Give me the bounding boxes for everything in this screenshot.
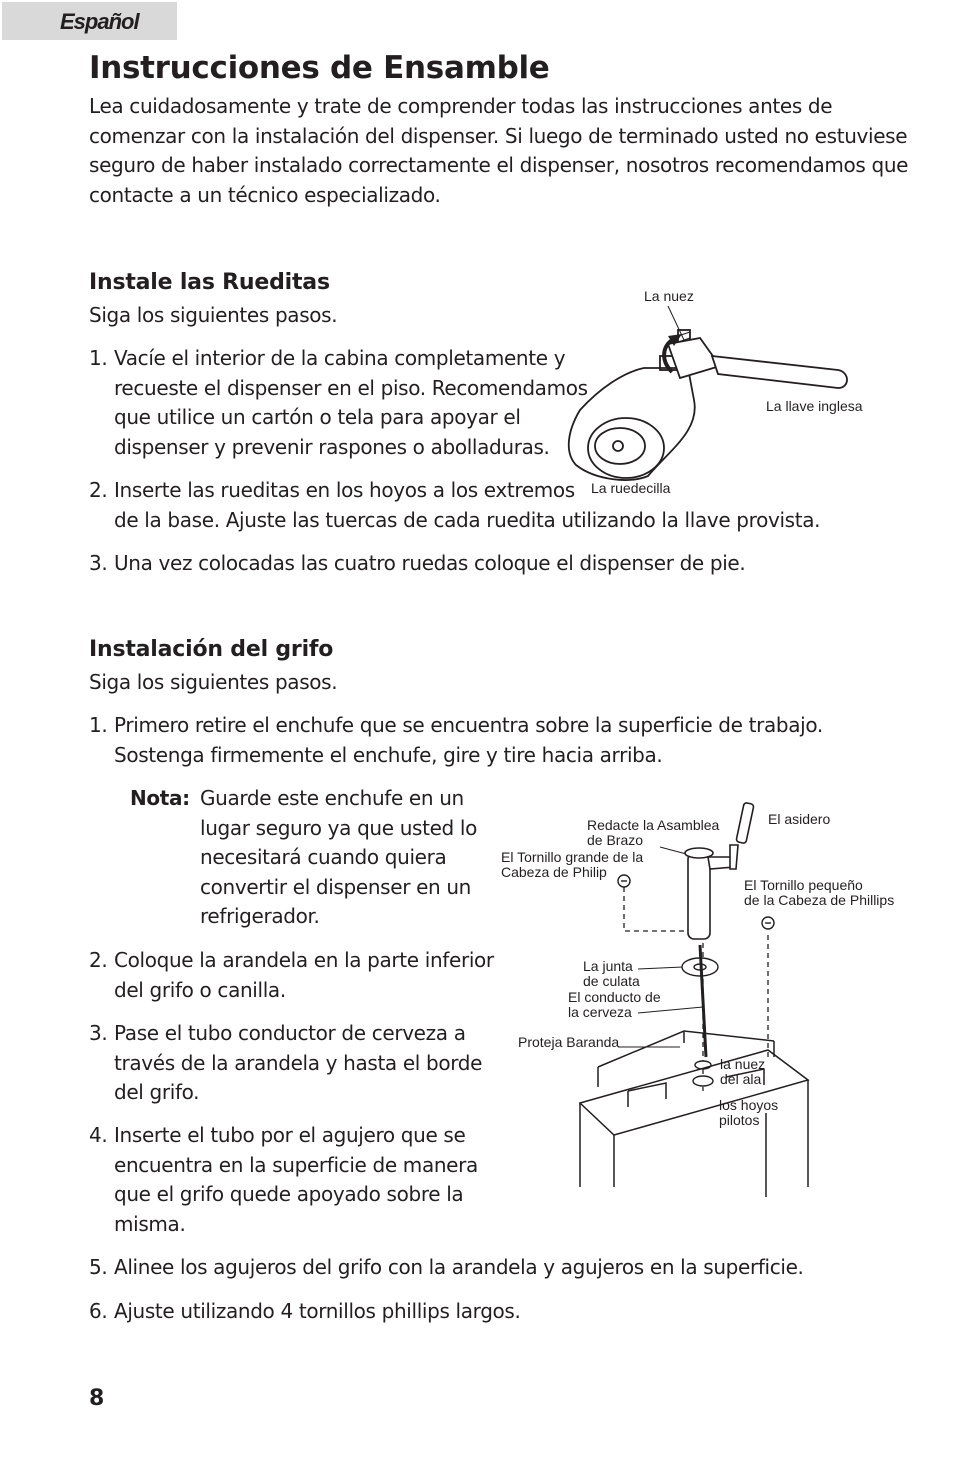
label-wing-nut: la nuez: [720, 1056, 766, 1072]
section-heading-faucet: Instalación del grifo: [89, 637, 334, 662]
step-line: de la base. Ajuste las tuercas de cada ruedita utilizando la llave provista.: [114, 507, 821, 532]
step-line: recueste el dispenser en el piso. Recomendamos: [114, 375, 588, 400]
label-handle: El asidero: [768, 811, 831, 827]
note-line: convertir el dispenser en un: [200, 874, 472, 899]
step-line: Ajuste utilizando 4 tornillos phillips largos.: [114, 1299, 521, 1323]
intro-line: Lea cuidadosamente y trate de comprender todas las instrucciones antes de: [89, 94, 833, 118]
section-lead: Siga los siguientes pasos.: [89, 303, 338, 327]
label-big-screw: Cabeza de Philip: [501, 864, 607, 880]
intro-line: seguro de haber instalado correctamente el dispenser, nosotros recomendamos que: [89, 153, 909, 177]
page-number: 8: [89, 1386, 105, 1411]
label-arm-assembly: Redacte la Asamblea: [587, 817, 720, 833]
intro-line: contacte a un técnico especializado.: [89, 183, 441, 207]
note-line: necesitará cuando quiera: [200, 845, 447, 870]
caster-wrench-figure: [560, 280, 900, 505]
label-wrench: La llave inglesa: [766, 398, 863, 414]
note-label: Nota:: [130, 786, 190, 810]
step-number: 5.: [89, 1255, 108, 1279]
step-number: 4.: [89, 1123, 108, 1147]
intro-line: comenzar con la instalación del dispenser. Si luego de terminado usted no estuviese: [89, 124, 908, 148]
note-line: Guarde este enchufe en un: [200, 786, 464, 810]
step-number: 1.: [89, 713, 108, 737]
step-line: del grifo o canilla.: [114, 977, 286, 1002]
step-line: Inserte el tubo por el agujero que se: [114, 1123, 466, 1147]
step-line: través de la arandela y hasta el borde: [114, 1050, 483, 1075]
language-tab-label: Español: [60, 9, 139, 34]
step-line: misma.: [114, 1211, 186, 1236]
label-pilot-holes: los hoyos: [719, 1097, 779, 1113]
step-line: Alinee los agujeros del grifo con la arandela y agujeros en la superficie.: [114, 1255, 804, 1279]
step-number: 2.: [89, 478, 108, 502]
step-line: Coloque la arandela en la parte inferior: [114, 948, 494, 972]
label-wing-nut: del ala: [720, 1071, 762, 1087]
step-number: 6.: [89, 1299, 108, 1323]
label-gasket: La junta: [583, 958, 633, 974]
step-line: Sostenga firmemente el enchufe, gire y tire hacia arriba.: [114, 742, 663, 767]
label-nut: La nuez: [644, 288, 694, 304]
label-arm-assembly: de Brazo: [587, 832, 644, 848]
step-line: Primero retire el enchufe que se encuentra sobre la superficie de trabajo.: [114, 713, 823, 737]
language-tab: [2, 2, 177, 40]
label-pilot-holes: pilotos: [719, 1112, 760, 1128]
step-line: que el grifo quede apoyado sobre la: [114, 1182, 464, 1207]
step-number: 3.: [89, 551, 108, 575]
step-line: Inserte las rueditas en los hoyos a los extremos: [114, 478, 575, 502]
label-gasket: de culata: [583, 973, 640, 989]
step-number: 1.: [89, 346, 108, 370]
note-line: refrigerador.: [200, 904, 320, 929]
step-line: dispenser y prevenir raspones o abolladuras.: [114, 434, 550, 459]
label-beer-line: El conducto de: [568, 989, 661, 1005]
label-small-screw: de la Cabeza de Phillips: [744, 892, 895, 908]
step-line: Una vez colocadas las cuatro ruedas coloque el dispenser de pie.: [114, 551, 746, 575]
label-caster: La ruedecilla: [591, 480, 671, 496]
note-line: lugar seguro ya que usted lo: [200, 815, 478, 840]
label-small-screw: El Tornillo pequeño: [744, 877, 863, 893]
cabinet-icon: [580, 1031, 808, 1197]
section-heading-casters: Instale las Rueditas: [89, 270, 330, 295]
faucet-assembly-figure: [498, 795, 908, 1205]
step-line: que utilice un cartón o tela para apoyar el: [114, 405, 521, 430]
label-rail: Proteja Baranda: [518, 1034, 620, 1050]
step-line: Vacíe el interior de la cabina completamente y: [114, 346, 566, 370]
section-lead: Siga los siguientes pasos.: [89, 670, 338, 694]
step-line: del grifo.: [114, 1080, 200, 1105]
label-big-screw: El Tornillo grande de la: [501, 849, 644, 865]
wrench-icon: [668, 338, 847, 388]
step-number: 3.: [89, 1021, 108, 1045]
step-number: 2.: [89, 948, 108, 972]
step-line: Pase el tubo conductor de cerveza a: [114, 1021, 466, 1045]
label-beer-line: la cerveza: [568, 1004, 632, 1020]
page-title: Instrucciones de Ensamble: [89, 50, 550, 86]
step-line: encuentra en la superficie de manera: [114, 1152, 478, 1177]
